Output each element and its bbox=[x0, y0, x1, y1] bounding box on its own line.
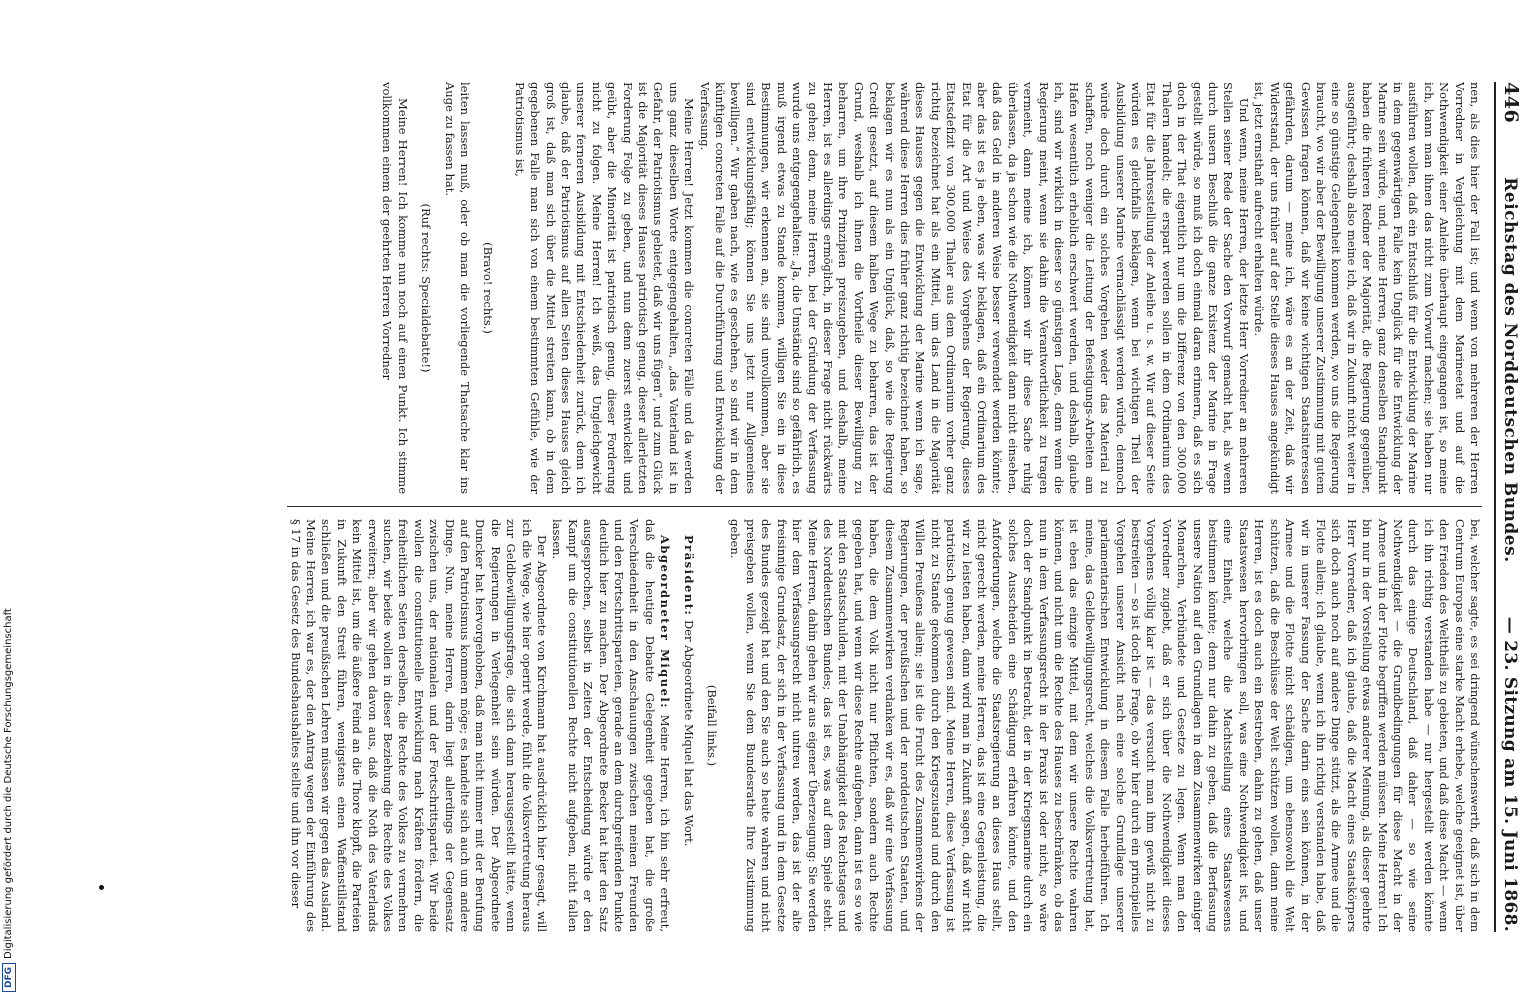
paragraph: Und wenn, meine Herren, der letzte Herr Vorredner an mehreren Stellen seiner Rede der Sache den Vorwurf gemacht hat, als wenn durch unsern Beschluß die ganze Existenz der Marine in Frage gestellt würde, so muß ich doch einmal daran erinnern, daß es sich doch in der That eigentlich nur um die Differenz von den 300,000 Thalern handelt; die erspart werden sollen in dem Ordinarium des Etat für die Jahresstellung der Anleihe u. s. w. Wir auf dieser Seite würden es gleichfalls beklagen, wenn bei wichtigen Theil der Ausbildung unserer Marine vernachlässigt werden würde, dennoch würde doch durch ein solches Vorgehen weder das Material zu schaffen, noch weniger die Leitung der Befestigungs-Arbeiten am Hafen wesentlich erheblich erschwert werden, und deshalb, glaube ich, sind wir wirklich in dieser so günstigen Lage, denn wenn die Regierung meint, wenn sie dahin die Verantwortlichkeit zu tragen vermeint, dann meine ich, können wir ihr diese Sache ruhig überlassen, da ja schon wie die Nothwendigkeit dann nicht einsehen, daß das Geld in anderen Weise besser verwendet werden könnte; aber das ist es ja eben, was wir beklagen, daß ein Ordinarium des Etat für die Art und Weise des Vorgehens der Regierung, dieses Etatsdefizit von 300,000 Thaler aus dem Ordinarium vorher ganz richtig bezeichnet hat als ein Mittel, um das Land in die Majorität dieses Hauses gegen die Entwicklung der Marine wenn ich sage, während diese Herren dies früher ganz richtig bezeichnet haben, so beklagen wir es nun als ein Unglück, daß, so wie die Regierung Credit gesetzt, auf diesem halben Wege zu beharren, das ist der Grund, weshalb ich ihnen die Vortheile dieser Bewilligung zu beharren, um ihre Prinzipien preiszugeben, und deshalb, meine Herren, ist es allerdings ermöglich, in dieser Frage nicht rückwärts zu gehen; denn, meine Herren, bei der Gründung der Verfassung wurde uns entgegengehalten: „Ja, die Umstände sind so gefährlich, es muß irgend etwas zu Stande kommen, willigen Sie ein in diese Bestimmungen, wir erkennen an, sie sind unvollkommen, aber sie sind entwicklungsfähig; können Sie uns jetzt nur Allgemeines bewilligen.“ Wir gaben nach, wie es geschehen, so sind wir in dem künftigen concreten Falle auf die Durchführung und Entwicklung der Verfassung. bbox=[697, 82, 1251, 494]
digitization-credit bbox=[0, 0, 16, 1000]
paragraph: nen, als dies hier der Fall ist; und wenn von mehreren der Herren Vorredner in Vergleichung mit dem Marineetat und auf die Nothwendigkeit einer Anleihe überhaupt eingegangen ist, so meine ich, kann man ihnen das nicht zum Vorwurf machen; sie haben nur ausführen wollen, daß ein Entschluß für die Entwicklung der Marine in dem gegenwärtigen Falle kein Unglück für die Entwicklung der Marine sein würde, und, meine Herren, ganz denselben Standpunkt haben die früheren Redner der Majorität, die Regierung gegenüber, ausgeführt; deshalb also meine ich, daß wir in Zukunft nicht weiter in eine so günstige Gelegenheit kommen werden, wo uns die Regierung braucht, wo wir aber der Bewilligung unserer Zustimmung mit gutem Gewissen fragen können, daß wir keine wichtigen Staatsinteressen gefährden, darum — meine ich, wäre es an der Zeit, daß wir Widerstand, der uns früher auf der Stelle dieses Hauses angekündigt ist, jetzt ernsthaft aufrecht erhalten würde. bbox=[1252, 82, 1482, 494]
paragraph: bei, welcher sagte, es sei dringend wünschenswerth, daß sich in dem Centrum Europas eine starke Macht erhebe, welche geeignet ist, über den Frieden des Welttheils zu gebieten, und daß diese Macht — wenn ich ihn richtig verstanden habe — nur hergestellt werden könnte durch das einige Deutschland, daß daher — so wie seine Nothwendigkeit — die Grundbedingungen für diese Macht in der Armee und in der Flotte begriffen werden müssen. Meine Herren! Ich bin nur in der Vorstellung etwas anderer Meinung, als dieser geehrte Herr Vorredner, daß ich glaube, daß die Macht eines Staatskörpers sich doch auch noch auf andere Dinge stützt, als die Armee und die Flotte allein; ich glaube, wenn ich ihn richtig verstanden habe, daß wir in unserer Fassung der Sache darin eins sein können, in der Armee und die Flotte nicht schädigen, um ebensowohl die Welt schützen, daß die Beschlüsse der Welt schützen wollen, dann meine Herren, ist es doch auch ein Bestreben, dahin zu gehen, daß unser Staatswesen hervorbringen soll, was eine Nothwendigkeit ist, und eine Einheit, welche die Machtstellung eines Staatswesens bestimmen könnte; denn nur dahin zu geben, daß die Berfassung unsere Nation auf den Grundlagen in dem Zusammenwirken einiger Monarchen, Verbündete und Gesetze zu legen. Wenn man den Vorredner zugiebt, daß er sich über die Nothwendigkeit dieses Vorgehens völlig klar ist — das versucht man ihm gewiß nicht zu bestreiten — so ist doch die Frage, ob wir hier durch ein principielles Vorgehen unserer Ansicht nach eine solche Grundlage unserer parlamentarischen Entwicklung in diesem Falle herbeiführen. Ich meine, das Geldbewilligungsrecht, welches die Volksvertretung hat, ist eben das einzige Mittel, mit dem wir unsere Rechte wahren können, und nicht um die Rechte des Hauses zu beschränken, ob das nun in dem Verfassungsrecht in der Praxis ist oder nicht, so wäre doch der Standpunkt in Betracht, der in der Kriegsmarine durch ein solches Ausscheiden eine Schädigung erfahren könnte, und den Anforderungen, welche die Staatsregierung an dieses Haus stellt, nicht gerecht werden, meine Herren, das ist eine Gegenleistung, die wir zu leisten haben, dann wird man in Zukunft sagen, daß wir nicht patriotisch genug gewesen sind. Meine Herren, diese Verfassung ist nicht zu Stande gekommen durch den Kriegszustand und durch den Willen Preußens allein; sie ist die Frucht des Zusammenwirkens der Regierungen, der preußischen und der norddeutschen Staaten, und diesem Zusammenwirken verdanken wir es, daß wir eine Verfassung haben, die dem Volk nicht nur Pflichten, sondern auch Rechte gegeben hat, und wenn wir diese Rechte aufgeben, dann ist es so wie mit den Staatsschulden, mit der Unabhängigkeit des Reichstages und des Norddeutschen Bundes; das ist es, was auf dem Spiele steht. Meine Herren, dahin gehen wir aus eigener Überzeugung: Sie werden hier dem Verfassungsrecht nicht untreu werden, das ist der alte freisinnige Grundsatz, der sich in der Verfassung und in dem Gesetze des Bundes gezeigt hat und den Sie auch so heute wahren und nicht preisgeben wollen, wenn Sie dem Bundesrathe Ihre Zustimmung geben. bbox=[728, 519, 1482, 932]
president-statement: Der Abgeordnete Miquel hat das Wort. bbox=[681, 619, 696, 847]
session-date: — 23. Sitzung am 15. Juni 1868. bbox=[1500, 616, 1520, 932]
left-column bbox=[287, 82, 1482, 507]
rotated-newspaper-page bbox=[50, 52, 1528, 962]
paragraph: Der Abgeordnete von Kirchmann hat ausdrücklich hier gesagt, will ich die Wege, wie hier operirt werde, fühlt die Volksvertretung heraus zur Geldbewilligungsfrage, die sich dann herausgestellt hätte, wenn die Regierungen in Verlegenheit sein würden. Der Abgeordnete Duncker hat hervorgehoben, daß man nicht immer mit der Berufung auf den Patriotismus kommen möge; es handelte sich auch um andere Dinge. Nun, meine Herren, darin liegt allerdings der Gegensatz zwischen uns, der nationalen und der Fortschrittspartei. Wir beide wollen die constitutionelle Entwicklung nach Kräften fördern, die freiheitlichen Seiten derselben, die Rechte des Volkes zu vermehren suchen, wir beide wollen in dieser Beziehung die Rechte des Volkes erweitern; aber wir gehen davon aus, daß die Noth des Vaterlands kein Mittel ist, um die äußere Feind an die Thore klopft, die Parteien in Zukunft den Streit führen, wenigstens einen Waffenstillstand schließen und die preußischen Lehren müssen wir gegen das Ausland. Meine Herren, ich war es, der den Antrag wegen der Einführung des § 17 in das Gesetz des Bundeshaushaltes stellte und ihn vor dieser bbox=[288, 519, 550, 932]
paragraph: leiten lassen muß, oder ob man die vorliegende Thatsache klar ins Auge zu fassen hat. bbox=[442, 82, 472, 494]
publication-title: Reichstag des Norddeutschen Bundes. bbox=[1500, 177, 1520, 563]
page-number: 446 bbox=[1500, 82, 1522, 124]
applause-note: (Beifall links.) bbox=[705, 684, 720, 767]
speaker-label: Präsident: bbox=[681, 535, 696, 617]
right-column bbox=[287, 507, 1482, 932]
bravo-note: (Bravo! rechts.) bbox=[481, 242, 496, 334]
dfg-logo: DFG bbox=[2, 963, 16, 992]
text-columns bbox=[287, 82, 1482, 932]
speaker-label: Abgeordneter Miquel: bbox=[658, 535, 673, 710]
paragraph: Meine Herren! Jetzt kommen die concreten Fälle und da werden uns ganz dieselben Worte entgegengehalten, „das Vaterland ist in Gefahr, der Patriotismus gebietet, daß wir uns fügen“, und zum Glück ist die Majorität dieses Hauses patriotisch genug, dieser allerletzten Forderung Folge zu geben, und nun denn zuerst entwickelt und geübt, aber die Minorität ist patriotisch genug, dieser Forderung nicht zu folgen. Meine Herren! Ich weiß, das Ungleichgewicht unserer ferneren Ausbildung mit Entschiedenheit zurück, denn ich glaube, daß der Patriotismus auf allen Seiten dieses Hauses gleich groß ist, daß man sich über die Mittel streiten kann, ob in dem gegebenen Falle man sich von einem bestimmten Gefühle, wie der Patriotismus ist, bbox=[512, 82, 697, 494]
paragraph: Meine Herren, ich bin sehr erfreut, daß die heutige Debatte Gelegenheit gegeben hat, die große Verschiedenheit in den Anschauungen zwischen meinen Freunden und den Fortschrittsparteien, gerade an dem durchgreifenden Punkte deutlich hier zu machen. Der Abgeordnete Becker hat hier den Satz ausgesprochen, selbst in Zeiten der Entscheidung würde er den Kampf um die constitutionellen Rechte nicht aufgeben, nicht fallen lassen. bbox=[550, 519, 673, 932]
paragraph: Meine Herren! Ich komme nun noch auf einen Punkt. Ich stimme vollkommen einem der geehrten Herren Vorredner bbox=[380, 82, 410, 494]
digitization-credit-text: Digitalisierung gefördert durch die Deutsche Forschungsgemeinschaft bbox=[3, 608, 14, 959]
shout-note: (Ruf rechts: Specialdebatte!) bbox=[419, 203, 434, 373]
page-header bbox=[1494, 82, 1522, 932]
